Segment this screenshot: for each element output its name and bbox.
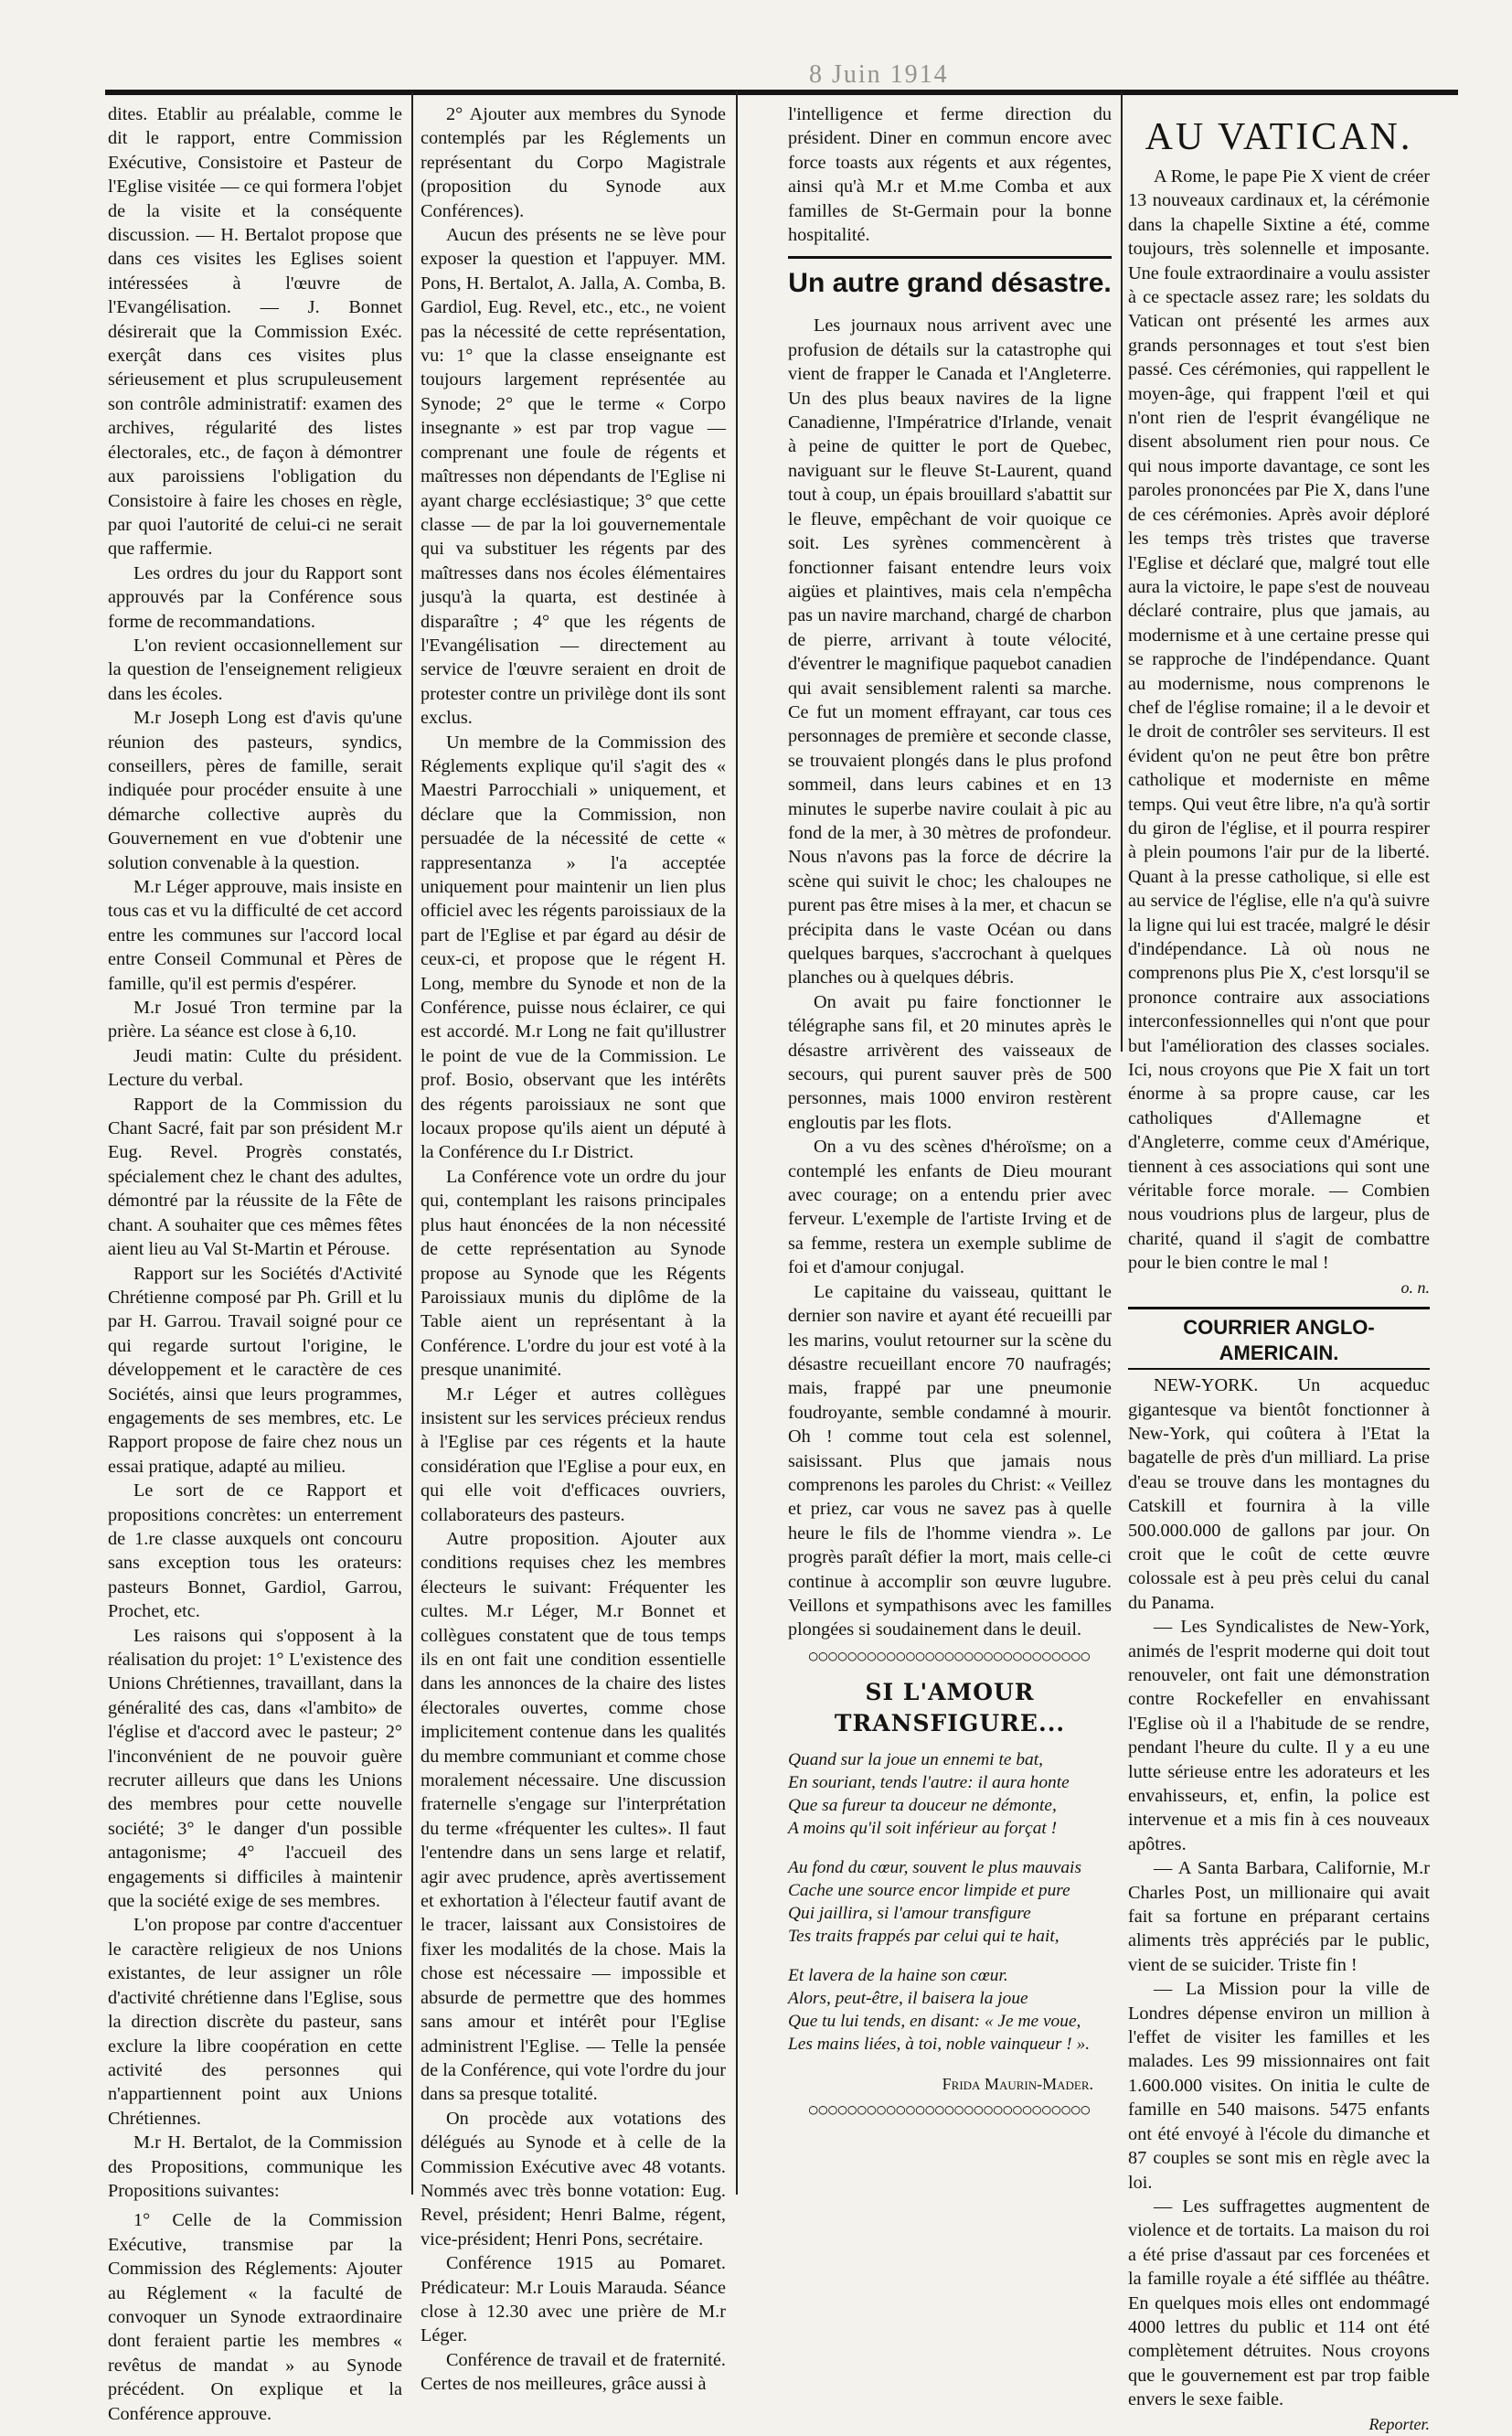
paragraph: A Rome, le pape Pie X vient de créer 13 nouveaux cardinaux et, la cérémonie dans la chapelle Sixtine a été, comme toujours, très solennelle et imposante. Une foule extraordinaire a voulu assister à ce spectacle assez rare; les soldats du Vatican ont présenté les armes aux grands personnages et tout s'est bien passé. Ces cérémonies, qui rappellent le moyen-âge, qui frappent l'œil et qui n'ont rien de l'esprit évangélique ne disent absolument rien pour nous. Ce qui nous importe davantage, ce sont les paroles prononcées par Pie X, dans l'une de ces cérémonies. Après avoir déploré les temps très tristes que traverse l'Eglise et déclaré que, malgré tout elle aura la victoire, le pape s'est de nouveau déclaré contraire, plus que jamais, au modernisme et à une certaine presse qui se rapproche de l'indépendance. Quant au modernisme, nous comprenons le chef de l'église romaine; il a le devoir et le droit de contrôler ses serviteurs. Il est évident qu'on ne peut être bon prêtre catholique et moderniste en même temps. Qui veut être libre, n'a qu'à sortir du giron de l'église, et il pourra respirer à plein poumons l'air pur de la liberté. Quant à la presse catholique, si elle est au service de l'église, elle n'a qu'à suivre la ligne qui lui est tracée, malgré le désir d'indépendance. Là où nous ne comprenons plus Pie X, c'est lorsqu'il se prononce contraire aux associations interconfessionnelles qui n'ont que pour but l'amélioration des classes sociales. Ici, nous croyons que Pie X fait un tort énorme à sa propre cause, car les catholiques d'Allemagne et d'Angleterre, comme ceux d'Amérique, tiennent à ces associations qui sont une véritable force morale. — Combien nous voudrions plus de largeur, plus de charité, quand il s'agit de combattre pour le bien contre le mal ! [1128,166,1430,1274]
paragraph: Jeudi matin: Culte du président. Lecture du verbal. [108,1045,402,1091]
paragraph: Un membre de la Commission des Réglements explique qu'il s'agit des « Maestri Parrocchiali » uniquement, et déclare que la Commission, non persuadée de la nécessité de cette « rappresentanza » l'a acceptée uniquement pour maintenir un lien plus officiel avec les régents paroissiaux de la part de l'Eglise et par égard au désir de ceux-ci, et propose que le régent H. Long, membre du Synode et non de la Conférence, puisse nous éclairer, ce qui est accordé. M.r Long ne fait qu'illustrer le point de vue de la Commission. Le prof. Bosio, observant que les intérêts des régents paroissiaux ne sont que locaux propose qu'ils aient un député à la Conférence du I.r District. [421,732,726,1163]
column-3 [788,102,1112,2196]
poem-line: Cache une source encor limpide et pure [788,1880,1070,1900]
column-2 [421,102,726,2395]
paragraph: L'on propose par contre d'accentuer le caractère religieux de nos Unions existantes, de leur assigner un rôle d'activité chrétienne dans l'Eglise, sous la direction discrète du pasteur, sans exclure la libre coopération en cette activité des personnes qui n'appartiennent point aux Unions Chrétiennes. [108,1915,402,2129]
paragraph: — A Santa Barbara, Californie, M.r Charles Post, un millionaire qui avait fait sa fortune en préparant certains aliments très appréciés par le public, vient de se suicider. Triste fin ! [1128,1858,1430,1975]
paragraph: Le sort de ce Rapport et propositions concrètes: un enterrement de 1.re classe auxquels ont concouru sans exception tous les orateurs: pasteurs Bonnet, Gardiol, Garrou, Prochet, etc. [108,1480,402,1622]
article-signature: Reporter. [1368,2414,1430,2433]
poem-line: Qui jaillira, si l'amour transfigure [788,1903,1031,1923]
poem-line: Les mains liées, à toi, noble vainqueur ! ». [788,2034,1091,2054]
ornament-divider: ○○○○○○○○○○○○○○○○○○○○○○○○○○○○○ [808,1646,1091,1664]
paragraph: Les ordres du jour du Rapport sont approuvés par la Conférence sous forme de recommandations. [108,562,402,632]
poem-line: Que tu lui tends, en disant: « Je me voue, [788,2011,1081,2031]
poem-stanza [788,1856,1112,1948]
page-date: 8 Juin 1914 [809,60,949,89]
paragraph: 2° Ajouter aux membres du Synode contemplés par les Réglements un représentant du Corpo Magistrale (proposition du Synode aux Conférences). [421,104,726,221]
poem-author: Frida Maurin-Mader. [942,2074,1093,2093]
article-title-desastre: Un autre grand désastre. [788,256,1112,301]
paragraph: M.r H. Bertalot, de la Commission des Propositions, communique les Propositions suivantes: [108,2132,402,2201]
paragraph: Conférence 1915 au Pomaret. Prédicateur: M.r Louis Marauda. Séance close à 12.30 avec une prière de M.r Léger. [421,2253,726,2346]
paragraph: M.r Josué Tron termine par la prière. La séance est close à 6,10. [108,998,402,1042]
paragraph: Les raisons qui s'opposent à la réalisation du projet: 1° L'existence des Unions Chrétiennes, travaillant, dans la généralité des cas, dans «l'ambito» de l'église et d'accord avec le pasteur; 2° l'inconvénient de ne pouvoir guère recruter ailleurs que dans les Unions des membres pour cette nouvelle société; 3° le danger d'un possible antagonisme; 4° l'accueil des engagements si difficiles à maintenir que la société exige de ses membres. [108,1625,402,1912]
paragraph: M.r Léger approuve, mais insiste en tous cas et vu la difficulté de cet accord entre les communes sur l'accord local entre Conseil Communal et Pères de famille, qu'il est permis d'espérer. [108,877,402,994]
column-4 [1128,102,1430,2433]
poem-stanza [788,1964,1112,2056]
column-rule [411,91,413,2195]
poem [788,1748,1112,2056]
paragraph: Rapport de la Commission du Chant Sacré, fait par son président M.r Eug. Revel. Progrès constatés, spécialement chez le chant des adultes, démontré par la réussite de la Fête de chant. A souhaiter que ces mêmes fêtes aient lieu au Val St-Martin et Pérouse. [108,1094,402,1260]
paragraph: La Conférence vote un ordre du jour qui, contemplant les raisons principales plus haut énoncées de la non nécessité de cette représentation au Synode propose au Synode que les Régents Paroissiaux munis du diplôme de la Table aient un représentant à la Conférence. L'ordre du jour est voté à la presque unanimité. [421,1166,726,1381]
paragraph: Aucun des présents ne se lève pour exposer la question et l'appuyer. MM. Pons, H. Bertalot, A. Jalla, A. Comba, B. Gardiol, Eug. Revel, etc., etc., ne voient pas la nécessité de cette représentation, vu: 1° que la classe enseignante est toujours largement représentée au Synode; 2° que le terme « Corpo insegnante » est par trop vague — comprenant une foule de régents et maîtresses non dépendants de l'Eglise ni ayant charge ecclésiastique; 3° que cette classe — de par la loi gouvernementale qui va substituer les régents par des maîtresses dans nos écoles élémentaires jusqu'à la quarta, est destinée à disparaître ; 4° que les régents de l'Evangélisation — directement au service de l'œuvre seraient en droit de protester contre un privilège dont ils sont exclus. [421,225,726,729]
poem-line: Que sa fureur ta douceur ne démonte, [788,1795,1057,1815]
poem-line: A moins qu'il soit inférieur au forçat ! [788,1818,1058,1838]
paragraph: Autre proposition. Ajouter aux conditions requises chez les membres électeurs le suivant: Fréquenter les cultes. M.r Léger, M.r Bonnet et collègues constatent que de tous temps ils en ont fait une condition essentielle dans les annonces de la chaire des listes électorales ouvertes, comme chose implicitement contenue dans les qualités du membre communiant et comme chose moralement nécessaire. Une discussion fraternelle s'engage sur l'interprétation du terme «fréquenter les cultes». Il faut l'entendre dans un sens large et relatif, agir avec prudence, après avertissement et exhortation à l'électeur fautif avant de le tracer, laissant aux Consistoires de fixer les modalités de la chose. Mais la chose est nécessaire — impossible et absurde de permettre que des hommes sans amour et intérêt pour l'Eglise administrent l'Eglise. — Telle la pensée de la Conférence, qui vote l'ordre du jour dans sa presque totalité. [421,1528,726,2105]
column-rule [736,91,738,2195]
paragraph: On avait pu faire fonctionner le télégraphe sans fil, et 20 minutes après le désastre arrivèrent des vaisseaux de secours, qui purent sauver près de 500 personnes, mais 1000 environ restèrent engloutis par les flots. [788,991,1112,1133]
column-1 [108,102,402,2424]
paragraph: — La Mission pour la ville de Londres dépense environ un million à l'effet de visiter les familles et les malades. Les 99 missionnaires ont fait 1.600.000 visites. On initia le culte de famille en 540 maisons. 5475 enfants ont été envoyé à l'école du dimanche et 87 couples se sont mis en règle avec la loi. [1128,1979,1430,2193]
paragraph: 1° Celle de la Commission Exécutive, transmise par la Commission des Réglements: Ajouter au Réglement « la faculté de convoquer un Synode extraordinaire dont feraient partie les membres « revêtus de mandat » au Synode précédent. On explique et la Conférence approuve. [108,2210,402,2424]
paragraph: Conférence de travail et de fraternité. Certes de nos meilleures, grâce aussi à [421,2349,726,2395]
poem-line: Quand sur la joue un ennemi te bat, [788,1749,1043,1769]
column-rule [1121,91,1123,1052]
paragraph: On a vu des scènes d'héroïsme; on a contemplé les enfants de Dieu mourant avec courage; on a entendu prier avec ferveur. L'exemple de l'artiste Irving et de sa femme, restera un exemple sublime de foi et d'amour conjugal. [788,1137,1112,1278]
poem-line: Alors, peut-être, il baisera la joue [788,1988,1028,2008]
article-signature: o. n. [1400,1277,1430,1297]
paragraph: M.r Léger et autres collègues insistent sur les services précieux rendus à l'Eglise par ces régents et la haute considération que l'Eglise a pour eux, en qui elle voit d'efficaces ouvriers, collaborateurs des pasteurs. [421,1384,726,1525]
article-title-courrier: COURRIER ANGLO-AMERICAIN. [1128,1307,1430,1370]
paragraph: l'intelligence et ferme direction du président. Diner en commun encore avec force toasts aux régents et aux régentes, ainsi qu'à M.r et M.me Comba et aux familles de St-Germain pour la bonne hospitalité. [788,104,1112,246]
article-title-vatican: AU VATICAN. [1145,116,1413,158]
paragraph: Le capitaine du vaisseau, quittant le dernier son navire et ayant été recueilli par les marins, voulut retourner sur la scène du désastre recueillant encore 70 naufragés; mais, frappé par une pneumonie foudroyante, semble condamné à mourir. Oh ! comme tout cela est solennel, saisissant. Plus que jamais nous comprenons les paroles du Christ: « Veillez et priez, car vous ne savez pas à quelle heure le fils de l'homme viendra ». Le progrès paraît défier la mort, mais celle-ci continue à accomplir son œuvre lugubre. Veillons et sympathisons avec les familles plongées si soudainement dans le deuil. [788,1281,1112,1640]
poem-stanza [788,1748,1112,1840]
poem-line: Au fond du cœur, souvent le plus mauvais [788,1857,1081,1877]
paragraph: Rapport sur les Sociétés d'Activité Chrétienne composé par Ph. Grill et lu par H. Garrou. Travail soigné pour ce qui regarde surtout l'origine, le développement et le caractère de ces Sociétés, ainsi que leurs programmes, engagements de ses membres, etc. Le Rapport propose de faire chez nous un essai pratique, adapté au milieu. [108,1263,402,1477]
poem-line: Tes traits frappés par celui qui te hait, [788,1926,1059,1946]
poem-line: Et lavera de la haine son cœur. [788,1965,1008,1985]
paragraph: On procède aux votations des délégués au Synode et à celle de la Commission Exécutive avec 48 votants. Nommés avec très bonne votation: Eug. Revel, président; Henri Balme, régent, vice-président; Henri Pons, secrétaire. [421,2108,726,2249]
paragraph: M.r Joseph Long est d'avis qu'une réunion des pasteurs, syndics, conseillers, pères de famille, serait indiquée pour procéder ensuite à une démarche collective auprès du Gouvernement en vue d'obtenir une solution convenable à la question. [108,708,402,873]
poem-title: SI L'AMOUR TRANSFIGURE... [834,1678,1066,1736]
paragraph: — Les Syndicalistes de New-York, animés de l'esprit moderne qui doit tout renouveler, ont fait une démonstration contre Rockefeller en envahissant l'Eglise où il a l'habitude de se rendre, pendant l'heure du culte. Il y a eu une lutte sérieuse entre les adorateurs et les envahisseurs, et, enfin, la police est intervenue et a mis fin à ces nouveaux apôtres. [1128,1617,1430,1854]
poem-line: En souriant, tends l'autre: il aura honte [788,1772,1070,1792]
paragraph: Les journaux nous arrivent avec une profusion de détails sur la catastrophe qui vient de frapper le Canada et l'Angleterre. Un des plus beaux navires de la ligne Canadienne, l'Impératrice d'Irlande, venait à peine de quitter le port de Quebec, naviguant sur le fleuve St-Laurent, quand tout à coup, un épais brouillard s'abattit sur le fleuve, empêchant de voir quoique ce soit. Les syrènes commencèrent à fonctionner faisant entendre leurs voix aigües et plaintives, mais cela n'empêcha pas un navire marchand, chargé de charbon de pierre, arrivant à toute vélocité, d'éventrer le magnifique paquebot canadien qui avait sensiblement ralenti sa marche. Ce fut un moment effrayant, car tous ces personnages de première et seconde classe, se trouvaient plongés dans le plus profond sommeil, dans leurs cabines et en 13 minutes le superbe navire coulait à pic au fond de la mer, à 30 mètres de profondeur. Nous n'avons pas la force de décrire la scène qui suivit le choc; les chaloupes ne purent pas être mises à la mer, et chacun se précipita dans le vaste Océan ou dans quelques barques, s'accrochant à quelques planches ou à quelques débris. [788,315,1112,988]
paragraph: NEW-YORK. Un acqueduc gigantesque va bientôt fonctionner à New-York, qui coûtera à l'Etat la bagatelle de près d'un milliard. La prise d'eau se trouve dans les montagnes du Catskill et fournira à la ville 500.000.000 de gallons par jour. On croit que le coût de cette œuvre colossale est à peu près celui du canal du Panama. [1128,1375,1430,1613]
ornament-divider: ○○○○○○○○○○○○○○○○○○○○○○○○○○○○○ [808,2100,1091,2119]
page-top-rule [105,60,1458,95]
paragraph: dites. Etablir au préalable, comme le dit le rapport, entre Commission Exécutive, Consistoire et Pasteur de l'Eglise visitée — ce qui formera l'objet de la visite et la conséquente discussion. — H. Bertalot propose que dans ces visites les Eglises soient intéressées à l'œuvre de l'Evangélisation. — J. Bonnet désirerait que la Commission Exéc. exerçât dans ces visites plus sérieusement et plus scrupuleusement son contrôle administratif: examen des archives, régularité des listes électorales, etc., de façon à démontrer aux paroissiens l'obligation du Consistoire à faire les choses en règle, par quoi l'autorité de celui-ci ne serait que raffermie. [108,104,402,560]
paragraph: — Les suffragettes augmentent de violence et de tortaits. La maison du roi a été prise d'assaut par ces forcenées et la famille royale a été sifflée au théâtre. En quelques mois elles ont endommagé 4000 lettres du public et 114 ont été complètement détruites. Nous croyons que le gouvernement est par trop faible envers le sexe faible. [1128,2196,1430,2410]
paragraph: L'on revient occasionnellement sur la question de l'enseignement religieux dans les écoles. [108,635,402,704]
